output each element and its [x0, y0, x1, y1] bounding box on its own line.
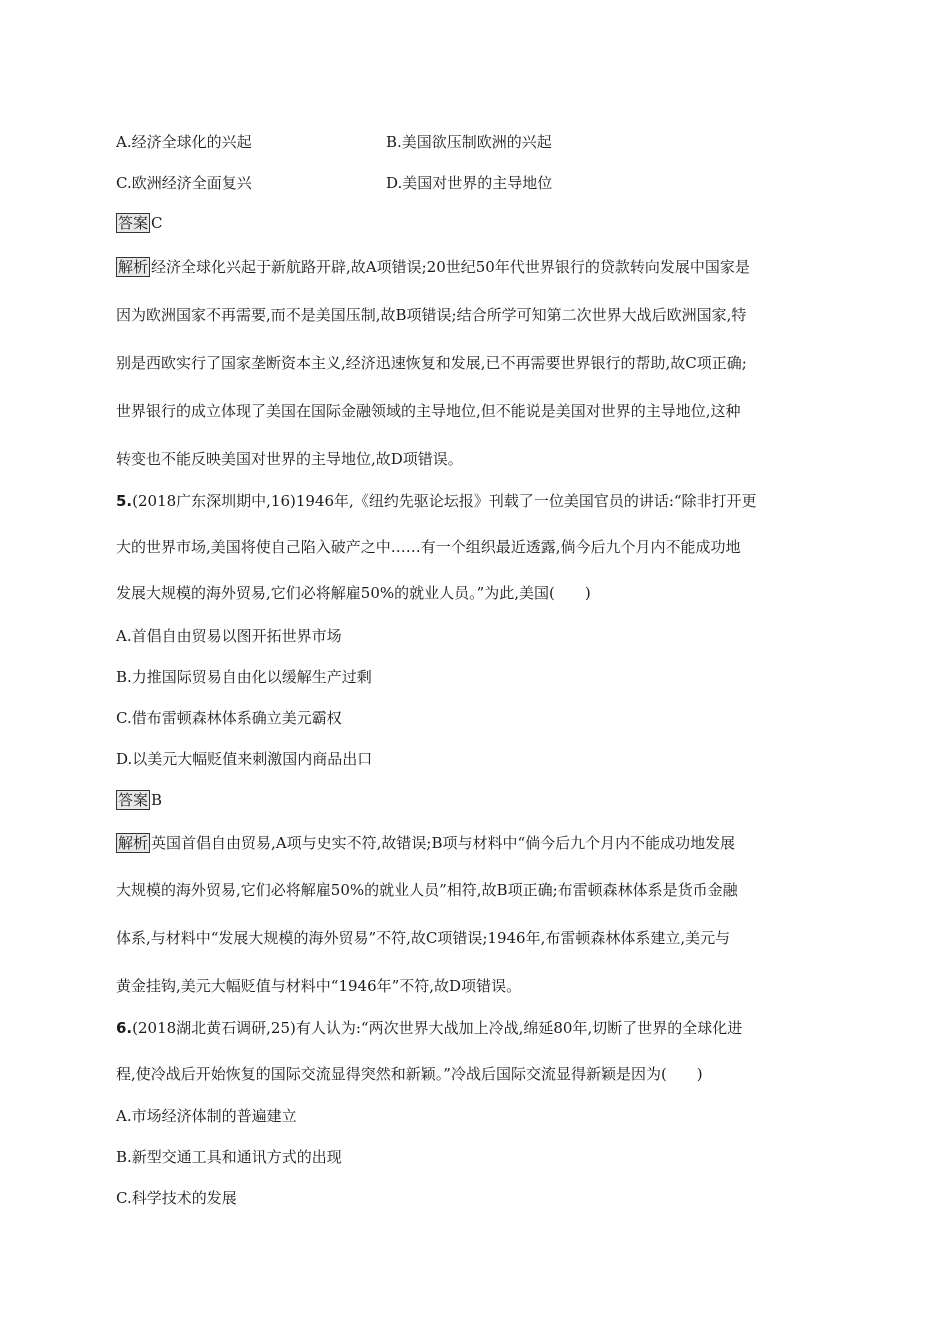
- q5-analysis-line-3: 体系,与材料中“发展大规模的海外贸易”不符,故C项错误;1946年,布雷顿森林体系建立,美元与: [116, 929, 731, 947]
- q5-answer: [116, 790, 162, 810]
- q4-analysis-line-1: 解析 经济全球化兴起于新航路开辟,故A项错误;20世纪50年代世界银行的贷款转向发展中国家是: [118, 258, 750, 276]
- q4-option-c[interactable]: C.欧洲经济全面复兴: [116, 174, 252, 192]
- q4-option-d[interactable]: D.美国对世界的主导地位: [386, 174, 553, 192]
- q5-analysis-line-2: 大规模的海外贸易,它们必将解雇50%的就业人员”相符,故B项正确;布雷顿森林体系是货币金融: [116, 881, 738, 899]
- q5-option-d[interactable]: D.以美元大幅贬值来刺激国内商品出口: [116, 750, 373, 768]
- q5-number: 5.: [116, 492, 133, 510]
- answer-tag: 答案: [118, 791, 149, 809]
- answer-tag: 答案: [118, 214, 149, 232]
- analysis-tag: 解析: [118, 834, 149, 852]
- q5-stem-line-2: 大的世界市场,美国将使自己陷入破产之中……有一个组织最近透露,倘今后九个月内不能成功地: [116, 538, 741, 556]
- q5-option-b[interactable]: B.力推国际贸易自由化以缓解生产过剩: [116, 668, 372, 686]
- q6-stem-line-1: 6.(2018湖北黄石调研,25)有人认为:“两次世界大战加上冷战,绵延80年,切断了世界的全球化进: [116, 1019, 743, 1037]
- q4-analysis-line-4: 世界银行的成立体现了美国在国际金融领域的主导地位,但不能说是美国对世界的主导地位,这种: [116, 402, 741, 420]
- q4-analysis-line-5: 转变也不能反映美国对世界的主导地位,故D项错误。: [116, 450, 463, 468]
- q5-analysis-line-4: 黄金挂钩,美元大幅贬值与材料中“1946年”不符,故D项错误。: [116, 977, 522, 995]
- q4-answer: [116, 213, 163, 233]
- q6-option-b[interactable]: B.新型交通工具和通讯方式的出现: [116, 1148, 342, 1166]
- q4-option-b[interactable]: B.美国欲压制欧洲的兴起: [386, 133, 552, 151]
- q4-answer-value: C: [151, 214, 163, 232]
- q4-option-a[interactable]: A.经济全球化的兴起: [116, 133, 252, 151]
- q6-stem-line-2: 程,使冷战后开始恢复的国际交流显得突然和新颖。”冷战后国际交流显得新颖是因为( ): [116, 1065, 703, 1083]
- q6-option-a[interactable]: A.市场经济体制的普遍建立: [116, 1107, 297, 1125]
- q6-option-c[interactable]: C.科学技术的发展: [116, 1189, 237, 1207]
- q5-option-a[interactable]: A.首倡自由贸易以图开拓世界市场: [116, 627, 342, 645]
- q5-option-c[interactable]: C.借布雷顿森林体系确立美元霸权: [116, 709, 342, 727]
- q5-stem-line-1: 5.(2018广东深圳期中,16)1946年,《纽约先驱论坛报》刊载了一位美国官员的讲话:“除非打开更: [116, 492, 757, 510]
- q5-analysis-line-1: 解析 英国首倡自由贸易,A项与史实不符,故错误;B项与材料中“倘今后九个月内不能成功地发展: [118, 834, 736, 852]
- analysis-tag: 解析: [118, 258, 149, 276]
- q4-analysis-line-3: 别是西欧实行了国家垄断资本主义,经济迅速恢复和发展,已不再需要世界银行的帮助,故C项正确;: [116, 354, 747, 372]
- q5-answer-value: B: [151, 791, 163, 809]
- q6-number: 6.: [116, 1019, 133, 1037]
- q4-analysis-line-2: 因为欧洲国家不再需要,而不是美国压制,故B项错误;结合所学可知第二次世界大战后欧洲国家,特: [116, 306, 747, 324]
- q5-stem-line-3: 发展大规模的海外贸易,它们必将解雇50%的就业人员。”为此,美国( ): [116, 584, 591, 602]
